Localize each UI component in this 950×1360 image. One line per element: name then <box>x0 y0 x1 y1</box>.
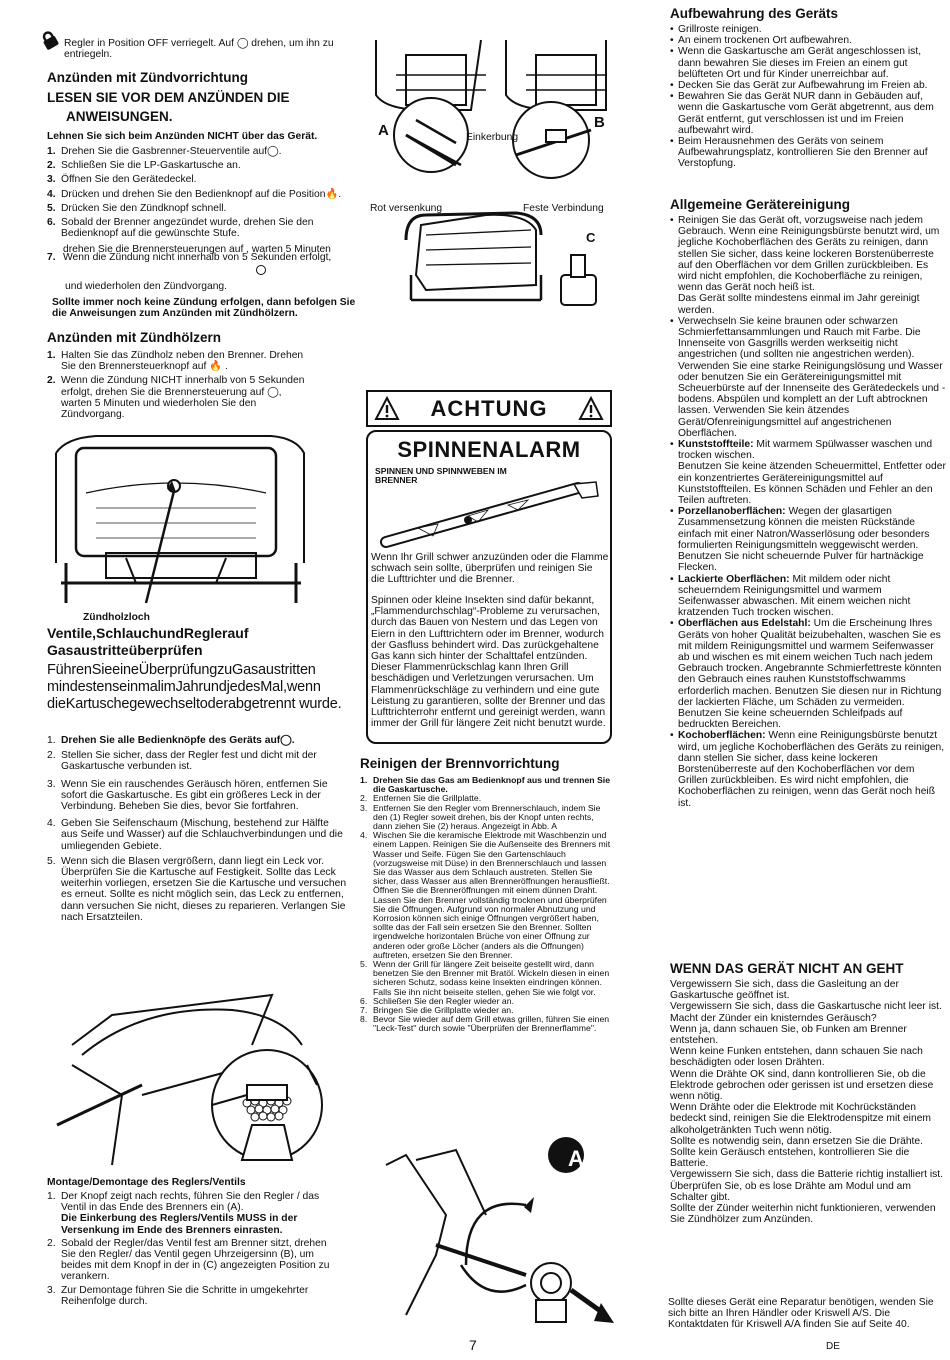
mount-title: Montage/Demontage des Reglers/Ventils <box>47 1177 246 1188</box>
match-step: 1. Halten Sie das Zündholz neben den Brenner. Drehen Sie den Brennersteuerknopf auf 🔥 . <box>47 350 304 373</box>
ignite-step: 2. Schließen Sie die LP-Gaskartusche an. <box>47 160 241 172</box>
trouble-line: Wenn Drähte oder die Elektrode mit Kochrückständen bedeckt sind, reinigen Sie die Elektrodenspitze mit einem alkoholgetränkten Tuch wenn nötig. <box>670 1102 931 1136</box>
clean-step: 2. Entfernen Sie die Grillplatte. <box>360 793 482 804</box>
trouble-line: Sollte es notwendig sein, dann ersetzen Sie die Drähte. <box>670 1135 924 1147</box>
valve-steps <box>47 735 347 923</box>
ignite-step: 4. Drücken und drehen Sie den Bedienknopf auf die Position🔥. <box>47 188 342 200</box>
mount-steps <box>47 1191 337 1307</box>
leak-test-illustration <box>52 985 327 1167</box>
language-code: DE <box>826 1341 840 1352</box>
ignite-title-1: Anzünden mit Zündvorrichtung <box>47 70 248 85</box>
ignite-steps <box>47 146 363 239</box>
trouble-line: Vergewissern Sie sich, dass die Gasleitung an der Gaskartusche geöffnet ist. <box>670 979 899 1002</box>
care-item: • Porzellanoberflächen: Wegen der glasartigen Zusammensetzung können die meisten Rückstände einfach mit einer Natron/Wasserlösung oder besonders formulierten Reinigungsmitteln weggewischt werden. Benutzen Sie nicht scheuernde Pulver für hartnäckige Flecken. <box>670 506 930 574</box>
trouble-line: Vergewissern Sie sich, dass die Batterie richtig installiert ist. <box>670 1169 943 1181</box>
mount-step: 2. Sobald der Regler/das Ventil fest am Brenner sitzt, drehen Sie den Regler/ das Ventil gegen Uhrzeigersinn (B), um beides mit dem Knopf in der in (C) angezeigten Position zu verankern. <box>47 1237 330 1283</box>
match-hole-label: Zündholzloch <box>83 612 150 623</box>
clean-steps <box>360 776 614 1034</box>
ignite-step: 3. Öffnen Sie den Gerätedeckel. <box>47 174 197 186</box>
match-steps <box>47 350 307 420</box>
mount-step: 1. Der Knopf zeigt nach rechts, führen Sie den Regler / das Ventil in das Ende des Brenners ein (A). Die Einkerbung des Reglers/Ventils MUSS in der Versenkung im Ende des Brenners einrasten. <box>47 1191 320 1236</box>
fig-label-red-recess: Rot versenkung <box>370 203 443 214</box>
spider-subtitle: SPINNEN UND SPINNWEBEN IM BRENNER <box>375 466 507 486</box>
repair-note: Sollte dieses Gerät eine Reparatur benötigen, wenden Sie sich bitte an Ihren Händler oder Kriswell A/S. Die Kontaktdaten für Kriswell A/A finden Sie auf Seite 40. <box>668 1297 934 1331</box>
trouble-line: Macht der Zünder ein knisterndes Geräusch? <box>670 1012 877 1024</box>
care-item: • Kochoberflächen: Wenn eine Reinigungsbürste benutzt wird, um jegliche Kochoberflächen des Geräts zu reinigen, dann stellen Sie sicher, dass keine lockeren Borstenüberreste auf den Kochoberflächen vor dem Grillen zurückbleiben. Es wird nicht empfohlen, die Kochoberflächen zu reinigen, wenn das Gerät noch heiß ist. <box>670 730 945 809</box>
fig-label-c: C <box>586 230 596 245</box>
storage-list <box>670 24 946 170</box>
trouble-title: WENN DAS GERÄT NICHT AN GEHT <box>670 961 904 976</box>
warning-title: ACHTUNG <box>430 395 548 421</box>
trouble-line: Überprüfen Sie, ob es lose Drähte am Modul und am Schalter gibt. <box>670 1180 911 1203</box>
clean-step: 6. Schließen Sie den Regler wieder an. <box>360 995 515 1006</box>
lock-note: Regler in Position OFF verriegelt. Auf ◯ drehen, um ihn zu entriegeln. <box>64 38 334 61</box>
care-title: Allgemeine Gerätereinigung <box>670 197 851 212</box>
clean-step: 7. Bringen Sie die Grillplatte wieder an. <box>360 1005 514 1016</box>
trouble-line: Vergewissern Sie sich, dass die Gaskartusche nicht leer ist. <box>670 1001 942 1013</box>
warning-icon <box>374 396 400 422</box>
storage-item: • Grillroste reinigen. <box>670 24 762 35</box>
care-item: • Reinigen Sie das Gerät oft, vorzugsweise nach jedem Gebrauch. Wenn eine Reinigungsbürste benutzt wird, um jegliche Kochoberflächen des Geräts zu reinigen, dann stellen Sie sicher, dass keine lockeren Borstenüberreste auf den Oberflächen vor dem Grillen zurückbleiben. Es wird nicht empfohlen, die Kochoberfläche zu reinigen, wenn das Gerät noch heiß ist. Das Gerät sollte mindestens einmal im Jahr gereinigt werden. <box>670 215 940 316</box>
valve-step: 3. Wenn Sie ein rauschendes Geräusch hören, entfernen Sie sofort die Gaskartusche. Es gibt ein größeres Leck in der Verbindung. Beheben Sie dies, bevor Sie fortfahren. <box>47 778 328 813</box>
valve-step: 2. Stellen Sie sicher, dass der Regler fest und dicht mit der Gaskartusche verbunden ist. <box>47 750 317 773</box>
step7-overlap: drehen Sie die Brennersteuerungen auf , warten 5 Minuten <box>63 244 331 255</box>
care-item: • Lackierte Oberflächen: Mit mildem oder nicht scheuerndem Reinigungsmittel und warmem Seifenwasser abwaschen. Mit einem weichen nicht kratzenden Tuch trocken wischen. <box>670 573 911 619</box>
valve-step: 4. Geben Sie Seifenschaum (Mischung, bestehend zur Hälfte aus Seife und Wasser) auf die Schlauchverbindungen und die umliegenden Gebiete. <box>47 818 343 852</box>
page-number: 7 <box>469 1337 477 1353</box>
clean-step: 5. Wenn der Grill für längere Zeit beiseite gestellt wird, dann benetzen Sie den Brenner mit Bratöl. Wickeln diesen in einen sicheren Schutz, sodass keine Insekten eindringen können. Falls Sie ihn nicht beiseite stellen, gehen Sie wie folgt vor. <box>360 959 610 997</box>
fig-a-label: A <box>568 1146 584 1171</box>
care-list <box>670 215 946 809</box>
mount-step: 3. Zur Demontage führen Sie die Schritte in umgekehrter Reihenfolge durch. <box>47 1284 309 1307</box>
still-no-ignition: Sollte immer noch keine Zündung erfolgen, dann befolgen Sie die Anweisungen zum Anzünden mit Zündhölzern. <box>52 297 356 320</box>
trouble-line: Sollte der Zünder weiterhin nicht funktionieren, verwenden Sie Zündhölzer zum Anzünden. <box>670 1203 936 1226</box>
lock-icon <box>40 30 60 50</box>
match-step: 2. Wenn die Zündung NICHT innerhalb von 5 Sekunden erfolgt, drehen Sie die Brennersteuerung auf ◯, warten 5 Minuten und wiederholen Sie den Zündvorgang. <box>47 375 305 421</box>
clean-step: 1. Drehen Sie das Gas am Bedienknopf aus und trennen Sie die Gaskartusche. <box>360 775 611 795</box>
valve-title-1: Ventile,SchlauchundReglerauf <box>47 625 249 641</box>
grill-front-illustration <box>46 433 316 608</box>
valve-intro: FührenSieeineÜberprüfungzuGasaustritten mindestenseinmalimJahrundjedesMal,wenn dieKartuschegewechseltoderabgetrennt wurde. <box>47 662 342 712</box>
step7-end: und wiederholen den Zündvorgang. <box>65 281 228 292</box>
regulator-assembly-illustration <box>366 35 616 313</box>
fig-label-b: B <box>594 114 605 131</box>
ignite-step: 1. Drehen Sie die Gasbrenner-Steuerventile auf◯. <box>47 146 282 157</box>
warning-banner <box>366 390 612 427</box>
ignite-step-7: 7. Wenn die Zündung nicht innerhalb von 5 Sekunden erfolgt, <box>47 252 332 263</box>
care-item: • Oberflächen aus Edelstahl: Um die Erscheinung Ihres Geräts von hoher Qualität beizubehalten, waschen Sie es mit mildem Reinigungsmittel und warmem Seifenwasser ab und wischen es mit einem weichen Tuch nach jedem Gebrauch trocken. Angebrannte Schmierfettreste könnten den Gebrauch eines rauhen Kunststoffschwamms erforderlich machen. Benutzen Sie diesen nur in Richtung der lackierten Fläche, um Schäden zu vermeiden. Benutzen Sie keine scheuernden Schleifpads auf bedruckten Bereichen. <box>670 618 942 731</box>
valve-step: 1. Drehen Sie alle Bedienknöpfe des Geräts auf◯. <box>47 735 295 746</box>
spider-title: SPINNENALARM <box>397 437 581 462</box>
spider-paragraph-1: Wenn Ihr Grill schwer anzuzünden oder die Flamme schwach sein sollte, überprüfen und reinigen Sie die Lufttrichter und die Brenner. <box>371 552 609 586</box>
clean-title: Reinigen der Brennvorrichtung <box>360 756 560 771</box>
match-title: Anzünden mit Zündhölzern <box>47 330 221 345</box>
off-circle-icon <box>256 265 266 275</box>
storage-item: • Beim Herausnehmen des Geräts von seinem Aufbewahrungsplatz, kontrollieren Sie den Brenner auf Verstopfung. <box>670 136 928 170</box>
fig-label-notch: Einkerbung <box>466 132 519 143</box>
care-item: • Kunststoffteile: Mit warmem Spülwasser waschen und trocken wischen. Benutzen Sie keine ätzenden Scheuermittel, Entfetter oder ein konzentriertes Gerätereinigungsmittel auf Kunststoffteilen. Es können Schäden und Fehler an den Teilen auftreten. <box>670 439 946 507</box>
clean-step: 8. Bevor Sie wieder auf dem Grill etwas grillen, führen Sie einen "Leck-Test" durch sowie "Überprüfen der Brennerflamme". <box>360 1014 610 1034</box>
trouble-list <box>670 979 946 1225</box>
fig-label-fixed: Feste Verbindung <box>523 203 604 214</box>
burner-tube-illustration <box>378 480 606 548</box>
ignite-step: 5. Drücken Sie den Zündknopf schnell. <box>47 202 227 214</box>
storage-title: Aufbewahrung des Geräts <box>670 6 839 21</box>
storage-item: • Bewahren Sie das Gerät NUR dann in Gebäuden auf, wenn die Gaskartusche vom Gerät abgetrennt, aus dem Gerät entfernt, gut verschlossen ist und im Freien aufbewahrt wird. <box>670 91 934 136</box>
spider-paragraph-2: Spinnen oder kleine Insekten sind dafür bekannt, „Flammendurchschlag“-Probleme zu verursachen, durch das Bauen von Nestern und das Legen von Eiern in den Lufttrichtern oder im Brenner, wodurch der Gasfluss behindert wird. Das zurückgehaltene Gas kann sich hinter der Schalttafel entzünden. Dieser Flammenrückschlag kann Ihren Grill beschädigen und Verletzungen verursachen. Um Flammenrückschläge zu verhindern und eine gute Leistung zu garantieren, sollte der Brenner und das Lufttrichterrohr entfernt und gereinigt werden, wann immer der Grill für längere Zeit nicht benutzt wurde. <box>371 595 606 730</box>
trouble-line: Wenn ja, dann schauen Sie, ob Funken am Brenner entstehen. <box>670 1023 907 1047</box>
ignite-step: 6. Sobald der Brenner angezündet wurde, drehen Sie den Bedienknopf auf die gewünschte Stufe. <box>47 217 314 240</box>
ignite-title-3: ANWEISUNGEN. <box>66 109 173 124</box>
trouble-line: Wenn keine Funken entstehen, dann schauen Sie nach beschädigten oder losen Drähten. <box>670 1046 923 1069</box>
warning-icon <box>578 396 604 422</box>
valve-step: 5. Wenn sich die Blasen vergrößern, dann liegt ein Leck vor. Überprüfen Sie die Kartusche auf Festigkeit. Sollte das Leck weiterhin vorliegen, ersetzen Sie die Kartusche und versuchen es erneut. Sollte es nicht möglich sein, das Leck zu entfernen, dann versuchen Sie nicht, dieses zu reparieren. Verlangen Sie nach Ersatzteilen. <box>47 855 347 923</box>
fig-label-a: A <box>378 122 389 139</box>
trouble-line: Sollte kein Geräusch entstehen, kontrollieren Sie die Batterie. <box>670 1147 910 1170</box>
no-lean-note: Lehnen Sie sich beim Anzünden NICHT über das Gerät. <box>47 131 318 142</box>
clean-step: 3. Entfernen Sie den Regler vom Brennerschlauch, indem Sie den (1) Regler soweit drehen, bis der Knopf unten rechts, dann ziehen Sie (2) heraus. Angezeigt in Abb. A <box>360 802 601 832</box>
ignite-title-2: LESEN SIE VOR DEM ANZÜNDEN DIE <box>47 90 290 105</box>
care-item: • Verwechseln Sie keine braunen oder schwarzen Schmierfettansammlungen und Rauch mit Farbe. Die Innenseite von Gasgrills werden werkseitig nicht angestrichen (und sollten nie angestrichen werden). Verwenden Sie eine starke Reinigungslösung und Wasser oder benutzen Sie ein Gerätereinigungsmittel mit Scheuerbürste auf der Innenseite des Gerätedeckels und -bodens. Abspülen und komplett an der Luft abtrocknen lassen. Verwenden Sie kein ätzendes Gerät/Ofenreinigungsmittel auf angestrichenen Oberflächen. <box>670 315 946 439</box>
storage-item: • An einem trockenen Ort aufbewahren. <box>670 35 853 47</box>
storage-item: • Decken Sie das Gerät zur Aufbewahrung im Freien ab. <box>670 80 928 92</box>
valve-title-2: Gasaustritteüberprüfen <box>47 642 203 658</box>
storage-item: • Wenn die Gaskartusche am Gerät angeschlossen ist, dann bewahren Sie dieses im Freien an einem gut belüfteten Ort und für Kinder unerreichbar auf. <box>670 46 922 80</box>
clean-step: 4. Wischen Sie die keramische Elektrode mit Waschbenzin und einem Lappen. Reinigen Sie die Außenseite des Brenners mit Wasser und Seife. Fügen Sie den Gartenschlauch (vorzugsweise mit Düse) in den Brennerschlauch und lassen Sie das Wasser aus dem Schlauch austreten. Stellen Sie sicher, dass Wasser aus allen Brenneröffnungen herausfließt. Öffnen Sie die Brenneröffnungen mit einem dünnen Draht. Lassen Sie den Brenner vollständig trocknen und überprüfen Sie die Öffnungen. Aufgrund von normaler Abnutzung und Korrosion können sich einige Öffnungen vergrößert haben, sollte das der Fall sein ersetzen Sie den Brenner. Sollten irgendwelche horizontalen Brüche von einer Öffnung zur anderen oder große Löcher (anders als die Öffnungen) auftreten, ersetzen Sie den Brenner. <box>360 830 611 960</box>
trouble-line: Wenn die Drähte OK sind, dann kontrollieren Sie, ob die Elektrode gebrochen oder gerissen ist und ersetzen diese wenn nötig. <box>670 1068 934 1103</box>
